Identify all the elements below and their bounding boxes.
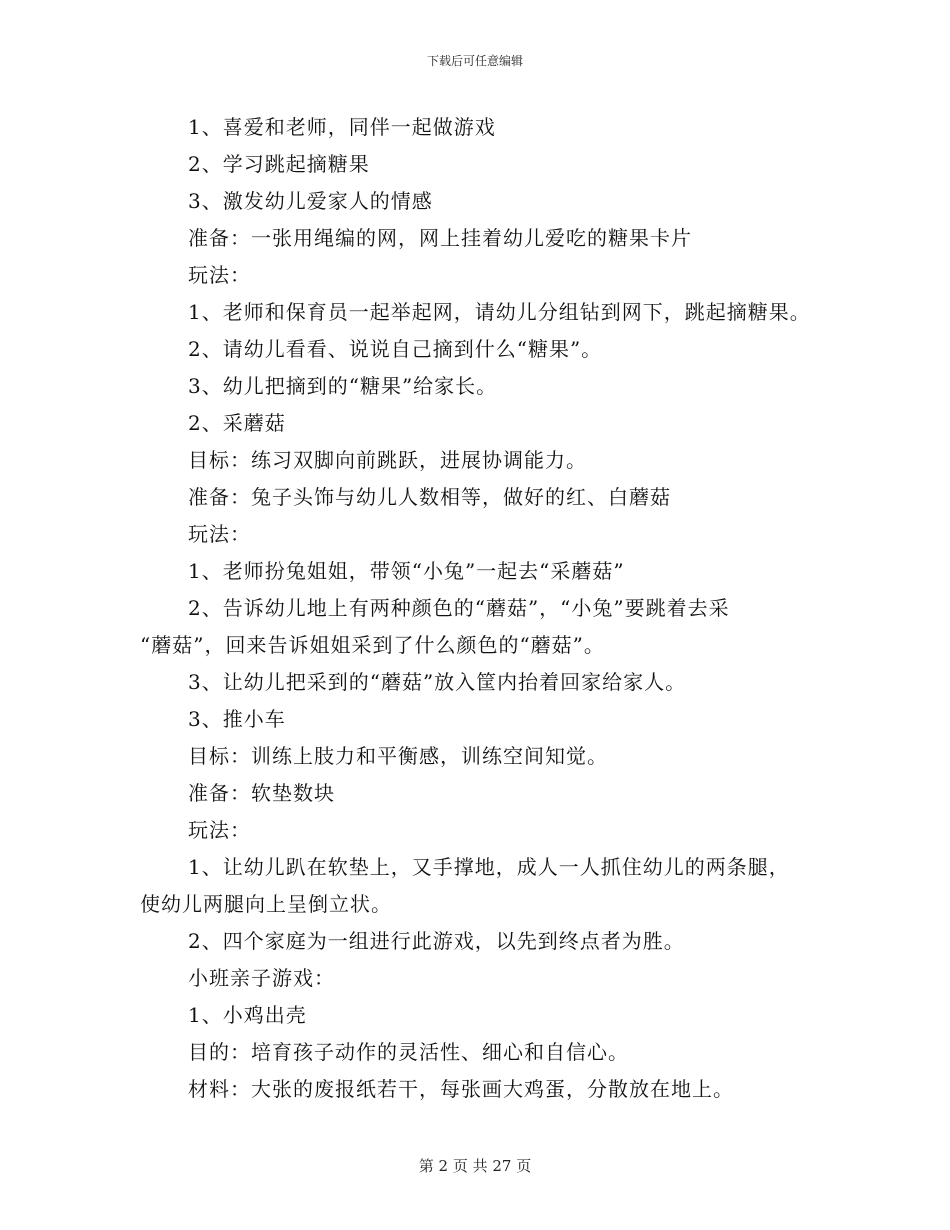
text-line: 1、喜爱和老师，同伴一起做游戏 [188, 115, 496, 139]
text-line: 1、让幼儿趴在软垫上，又手撑地，成人一人抓住幼儿的两条腿， [188, 855, 790, 879]
text-line: 3、幼儿把摘到的“糖果”给家长。 [188, 374, 498, 398]
text-line: 3、激发幼儿爱家人的情感 [188, 189, 433, 213]
text-line: 目标：练习双脚向前跳跃，进展协调能力。 [188, 448, 587, 472]
text-line: 2、学习跳起摘糖果 [188, 152, 370, 176]
text-line: 准备：软垫数块 [188, 781, 335, 805]
text-line: 材料：大张的废报纸若干，每张画大鸡蛋，分散放在地上。 [188, 1077, 734, 1101]
text-line: 使幼儿两腿向上呈倒立状。 [140, 892, 392, 916]
text-line: 2、告诉幼儿地上有两种颜色的“蘑菇”，“小兔”要跳着去采 [188, 596, 730, 620]
text-line: 目标：训练上肢力和平衡感，训练空间知觉。 [188, 744, 608, 768]
page-header: 下载后可任意编辑 [426, 54, 523, 68]
page-footer: 第 2 页 共 27 页 [418, 1157, 532, 1175]
text-line: 3、让幼儿把采到的“蘑菇”放入筐内抬着回家给家人。 [188, 670, 687, 694]
text-line: 3、推小车 [188, 707, 286, 731]
text-line: 准备：兔子头饰与幼儿人数相等，做好的红、白蘑菇 [188, 485, 671, 509]
text-line: 准备：一张用绳编的网，网上挂着幼儿爱吃的糖果卡片 [188, 226, 692, 250]
text-line: 1、老师扮兔姐姐，带领“小兔”一起去“采蘑菇” [188, 559, 625, 583]
text-line: 2、采蘑菇 [188, 411, 286, 435]
text-line: “蘑菇”，回来告诉姐姐采到了什么颜色的“蘑菇”。 [140, 633, 605, 657]
text-line: 1、老师和保育员一起举起网，请幼儿分组钻到网下，跳起摘糖果。 [188, 300, 811, 324]
text-line: 小班亲子游戏： [188, 966, 335, 990]
text-line: 玩法： [188, 263, 251, 287]
text-line: 2、四个家庭为一组进行此游戏，以先到终点者为胜。 [188, 929, 685, 953]
text-line: 目的：培育孩子动作的灵活性、细心和自信心。 [188, 1040, 629, 1064]
text-line: 1、小鸡出壳 [188, 1003, 307, 1027]
text-line: 玩法： [188, 818, 251, 842]
text-line: 2、请幼儿看看、说说自己摘到什么“糖果”。 [188, 337, 603, 361]
text-line: 玩法： [188, 522, 251, 546]
